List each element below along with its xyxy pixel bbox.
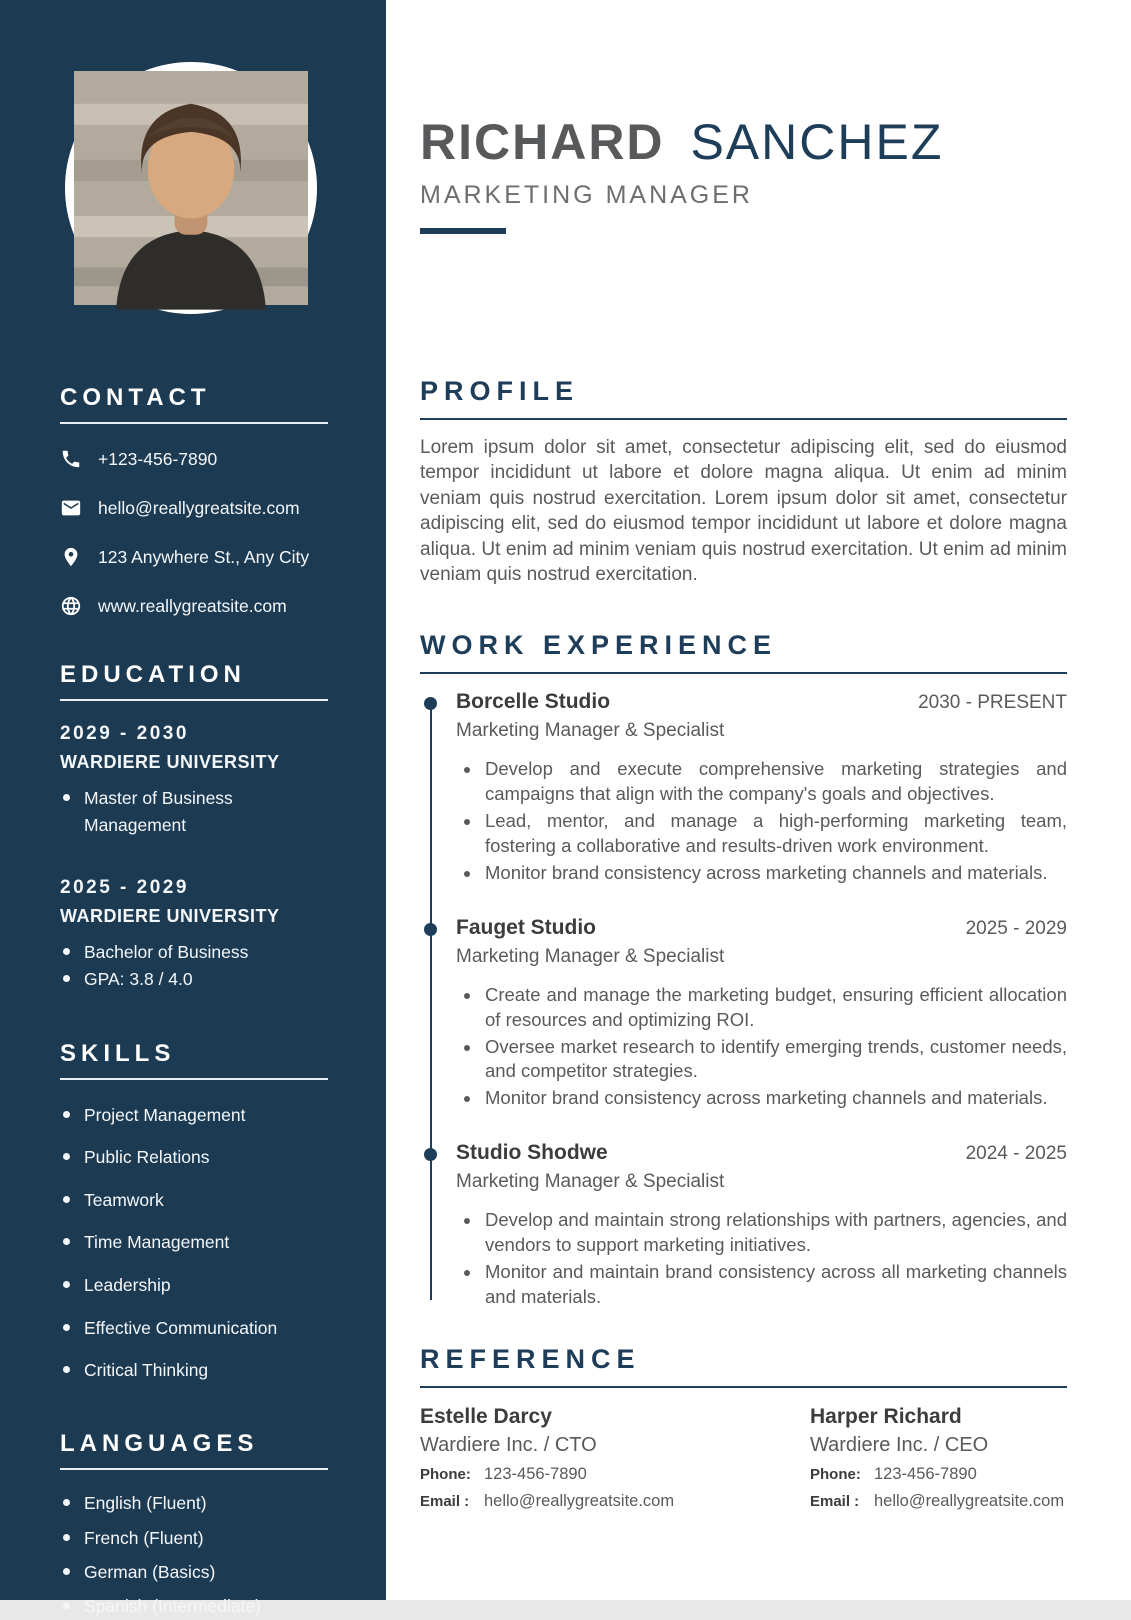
job-bullets (456, 757, 1067, 886)
education-years: 2025 - 2029 (60, 877, 189, 899)
skill-item: Critical Thinking (60, 1357, 328, 1384)
education-section (60, 661, 328, 994)
email-value: hello@reallygreatsite.com (874, 1492, 1065, 1511)
reference-phone-row (810, 1465, 1067, 1484)
job-header (456, 916, 1067, 940)
job-company: Borcelle Studio (456, 689, 611, 713)
skill-item: Project Management (60, 1102, 328, 1129)
job-role: Marketing Manager & Specialist (456, 945, 725, 967)
contact-list (60, 448, 328, 617)
email-value: hello@reallygreatsite.com (98, 497, 300, 518)
job-company: Fauget Studio (456, 915, 596, 939)
contact-title: CONTACT (60, 384, 211, 411)
address-value: 123 Anywhere St., Any City (98, 546, 310, 567)
education-bullets (60, 939, 328, 993)
job-header (456, 1141, 1067, 1165)
profile-text: Lorem ipsum dolor sit amet, consectetur adipiscing elit, sed do eiusmod tempor incididunt ut labore et dolore magna aliqua. Ut enim ad minim veniam quis nostrud exercitation. Lorem ipsum dolor sit amet, consectetur adipiscing elit, sed do eiusmod tempor incididunt ut labore et dolore magna aliqua. Ut enim ad minim veniam quis nostrud exercitation. Ut enim ad minim veniam quis nostrud exercitation. (420, 437, 1067, 586)
job-company: Studio Shodwe (456, 1141, 608, 1165)
job-dates: 2024 - 2025 (965, 1143, 1067, 1165)
job-bullet: Oversee market research to identify emerging trends, customer needs, and competitor strategies. (456, 1035, 1067, 1085)
job-bullet: Monitor and maintain brand consistency across all marketing channels and materials. (456, 1260, 1067, 1310)
phone-value: +123-456-7890 (98, 448, 218, 469)
reference-email-row (420, 1492, 810, 1511)
full-name (420, 116, 1067, 168)
contact-divider (60, 422, 328, 424)
main-column (386, 0, 1131, 1600)
job-bullet: Develop and execute comprehensive marketing strategies and campaigns that align with the company's goals and objectives. (456, 757, 1067, 807)
reference-phone-row (420, 1465, 810, 1484)
skill-item: Teamwork (60, 1187, 328, 1214)
email-label: Email : (420, 1493, 470, 1511)
job-dates: 2025 - 2029 (965, 917, 1067, 939)
job-bullets (456, 983, 1067, 1112)
last-name: SANCHEZ (690, 114, 944, 170)
education-bullet: Master of Business Management (60, 785, 328, 839)
skill-item: Effective Communication (60, 1315, 328, 1342)
languages-list (60, 1490, 328, 1620)
skill-item: Time Management (60, 1229, 328, 1256)
education-years: 2029 - 2030 (60, 723, 189, 744)
timeline-dot (424, 923, 437, 936)
language-item: French (Fluent) (60, 1525, 328, 1552)
email-label: Email : (810, 1493, 860, 1511)
timeline-dot (424, 697, 437, 710)
reference-org: Wardiere Inc. / CTO (420, 1434, 597, 1457)
phone-value: 123-456-7890 (484, 1465, 587, 1484)
skill-item: Leadership (60, 1272, 328, 1299)
skill-item: Public Relations (60, 1144, 328, 1171)
website-value: www.reallygreatsite.com (98, 595, 287, 616)
phone-icon (60, 448, 82, 470)
contact-item-email (60, 497, 328, 519)
languages-title: LANGUAGES (60, 1430, 259, 1458)
languages-divider (60, 1468, 328, 1470)
education-school: WARDIERE UNIVERSITY (60, 752, 280, 772)
language-item: English (Fluent) (60, 1490, 328, 1517)
reference-divider (420, 1386, 1067, 1388)
contact-item-address (60, 546, 328, 568)
profile-photo-illustration (74, 71, 308, 305)
job-bullet: Create and manage the marketing budget, ensuring efficient allocation of resources and optimizing ROI. (456, 983, 1067, 1033)
skills-list (60, 1102, 328, 1385)
job-dates: 2030 - PRESENT (918, 691, 1067, 713)
job-entry (456, 916, 1067, 1112)
name-header (420, 116, 1067, 234)
reference-name: Estelle Darcy (420, 1405, 552, 1429)
skills-title: SKILLS (60, 1039, 176, 1067)
reference-entry (810, 1405, 1067, 1511)
phone-value: 123-456-7890 (874, 1465, 977, 1484)
contact-section (60, 384, 328, 617)
language-item: Spanish (Intermediate) (60, 1593, 328, 1620)
education-bullets (60, 785, 328, 839)
job-bullets (456, 1208, 1067, 1310)
avatar (65, 62, 317, 314)
language-item: German (Basics) (60, 1559, 328, 1586)
skills-divider (60, 1078, 328, 1080)
profile-section (420, 376, 1067, 588)
job-bullet: Lead, mentor, and manage a high-performing marketing team, fostering a collaborative and results-driven work environment. (456, 809, 1067, 859)
phone-label: Phone: (420, 1466, 471, 1484)
work-experience-section (420, 630, 1067, 1311)
languages-section (60, 1430, 328, 1620)
timeline-dot (424, 1148, 437, 1161)
job-entry (456, 690, 1067, 886)
job-header (456, 690, 1067, 714)
reference-name: Harper Richard (810, 1405, 962, 1429)
phone-label: Phone: (810, 1466, 861, 1484)
work-experience-title: WORK EXPERIENCE (420, 629, 778, 660)
timeline-line (430, 704, 432, 1301)
reference-grid (420, 1405, 1067, 1511)
education-bullet: Bachelor of Business (60, 939, 328, 966)
skills-section (60, 1040, 328, 1385)
education-entry (60, 723, 328, 839)
contact-item-website (60, 595, 328, 617)
reference-section (420, 1344, 1067, 1511)
education-title: EDUCATION (60, 661, 246, 688)
reference-org: Wardiere Inc. / CEO (810, 1434, 989, 1457)
job-role: Marketing Manager & Specialist (456, 1171, 725, 1193)
reference-entry (420, 1405, 810, 1511)
profile-divider (420, 418, 1067, 420)
jobs-timeline (420, 690, 1067, 1311)
reference-title: REFERENCE (420, 1344, 641, 1375)
job-bullet: Monitor brand consistency across marketing channels and materials. (456, 1086, 1067, 1111)
title-accent-bar (420, 228, 506, 234)
email-value: hello@reallygreatsite.com (484, 1492, 675, 1511)
profile-title: PROFILE (420, 376, 580, 406)
job-title: MARKETING MANAGER (420, 181, 753, 209)
education-divider (60, 699, 328, 701)
education-bullet: GPA: 3.8 / 4.0 (60, 966, 328, 993)
email-icon (60, 497, 82, 519)
website-icon (60, 595, 82, 617)
location-icon (60, 546, 82, 568)
contact-item-phone (60, 448, 328, 470)
sidebar (0, 0, 386, 1616)
job-role: Marketing Manager & Specialist (456, 719, 725, 741)
education-school: WARDIERE UNIVERSITY (60, 906, 280, 927)
reference-email-row (810, 1492, 1067, 1511)
work-experience-divider (420, 672, 1067, 674)
first-name: RICHARD (420, 114, 665, 170)
education-entry (60, 877, 328, 993)
job-entry (456, 1141, 1067, 1310)
job-bullet: Monitor brand consistency across marketing channels and materials. (456, 861, 1067, 886)
job-bullet: Develop and maintain strong relationships with partners, agencies, and vendors to support marketing initiatives. (456, 1208, 1067, 1258)
